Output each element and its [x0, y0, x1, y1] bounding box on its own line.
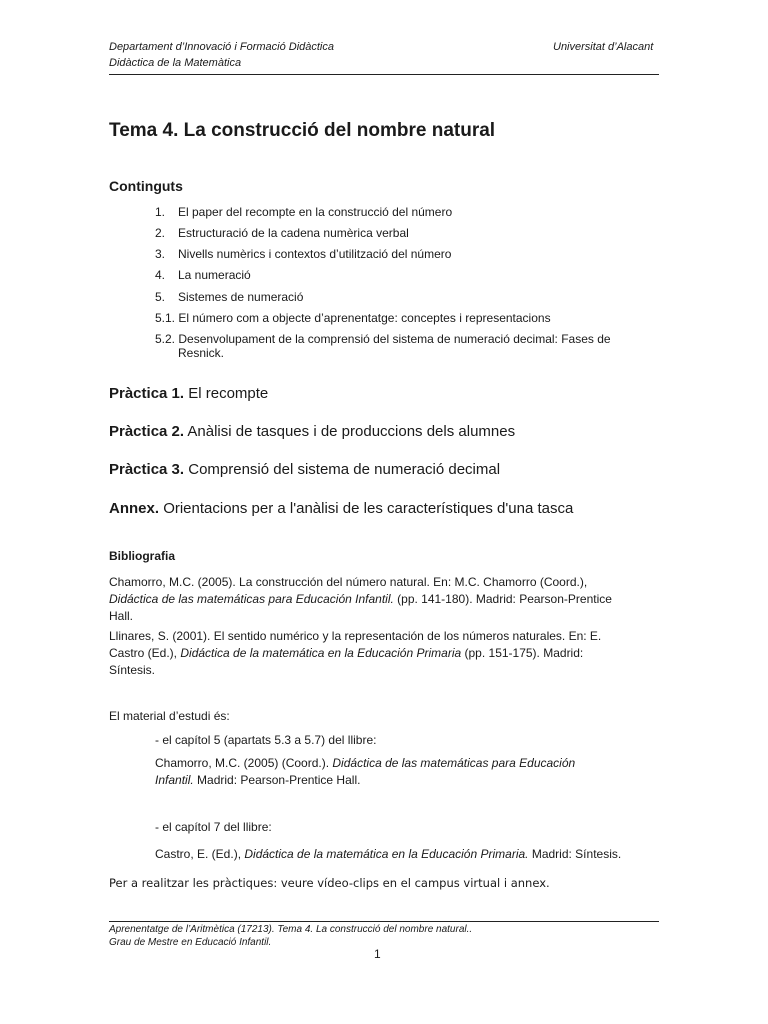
contents-subitem: 5.2. Desenvolupament de la comprensió del sistema de numeració decimal: Fases de — [155, 332, 611, 346]
bibliography-ref-2: Llinares, S. (2001). El sentido numérico y la representación de los números naturales. En: E. Castro (Ed.), Didáctica de la matemática en la Educación Primaria (pp. 151-175). Madrid: Síntesis. — [109, 629, 602, 677]
footer-course: Aprenentatge de l’Aritmètica (17213). Tema 4. La construcció del nombre natural.. — [109, 924, 473, 935]
bibliography-heading: Bibliografia — [109, 549, 176, 563]
study-item-1: - el capítol 5 (apartats 5.3 a 5.7) del llibre: — [155, 733, 377, 747]
header-university: Universitat d’Alacant — [553, 41, 654, 53]
header-rule — [109, 74, 659, 75]
study-ref-2: Castro, E. (Ed.), Didáctica de la matemática en la Educación Primaria. Madrid: Síntesis. — [155, 847, 622, 861]
contents-item: 2. Estructuració de la cadena numèrica verbal — [155, 226, 409, 240]
page-number: 1 — [374, 947, 381, 961]
header-course: Didàctica de la Matemàtica — [109, 57, 242, 69]
practice-3: Pràctica 3. Comprensió del sistema de numeració decimal — [109, 461, 501, 478]
contents-heading: Continguts — [109, 178, 183, 194]
annex: Annex. Orientacions per a l'anàlisi de les característiques d'una tasca — [109, 500, 574, 517]
study-intro: El material d’estudi és: — [109, 709, 230, 723]
contents-item: 3. Nivells numèrics i contextos d’utilització del número — [155, 247, 452, 261]
contents-subitem: 5.1. El número com a objecte d’aprenentatge: conceptes i representacions — [155, 311, 551, 325]
practice-note: Per a realitzar les pràctiques: veure vídeo-clips en el campus virtual i annex. — [109, 876, 550, 890]
contents-item: 1. El paper del recompte en la construcció del número — [155, 205, 453, 219]
practice-1: Pràctica 1. El recompte — [109, 385, 269, 402]
bibliography-ref-1: Chamorro, M.C. (2005). La construcción del número natural. En: M.C. Chamorro (Coord.), Didáctica de las matemáticas para Educación Infantil. (pp. 141-180). Madrid: Pearson-Prentice Hall. — [109, 575, 612, 623]
contents-item: 5. Sistemes de numeració — [155, 290, 304, 304]
study-ref-1: Chamorro, M.C. (2005) (Coord.). Didáctica de las matemáticas para Educación Infantil. Madrid: Pearson-Prentice Hall. — [155, 756, 576, 787]
footer-degree: Grau de Mestre en Educació Infantil. — [109, 937, 272, 948]
practice-2: Pràctica 2. Anàlisi de tasques i de produccions dels alumnes — [109, 423, 516, 440]
study-item-2: - el capítol 7 del llibre: — [155, 820, 272, 834]
contents-item: 4. La numeració — [155, 268, 251, 282]
footer-rule — [109, 921, 659, 922]
contents-subitem-cont: Resnick. — [178, 346, 225, 360]
page-title: Tema 4. La construcció del nombre natural — [109, 120, 496, 141]
header-department: Departament d’Innovació i Formació Didàctica — [109, 41, 334, 53]
